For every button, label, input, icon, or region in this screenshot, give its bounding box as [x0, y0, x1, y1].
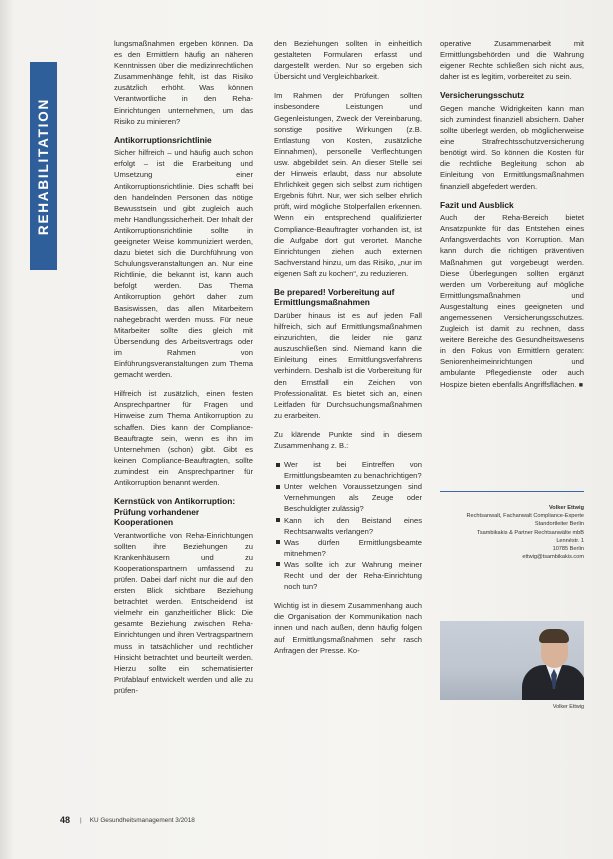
author-line: Lennéstr. 1: [556, 537, 584, 544]
author-box: [440, 504, 584, 561]
publication-name: KU Gesundheitsmanagement 3/2018: [89, 816, 195, 824]
paragraph: [440, 212, 584, 391]
section-heading: Kernstück von Antikorruption: Prüfung vorhandener Kooperationen: [114, 496, 236, 528]
section-heading: Versicherungsschutz: [440, 90, 525, 101]
paragraph: [440, 38, 584, 82]
paragraph-text: Zu klärende Punkte sind in diesem Zusammenhang z. B.:: [274, 429, 422, 450]
paragraph-text: Auch der Reha-Bereich bietet Ansatzpunkte für das Entstehen eines Anfangsverdachts von Korruption. Man kann durch die richtigen präventiven Maßnahmen gut vorgebeugt werden. Diese Überlegungen sollten ergänzt werden um Vorbereitung auf mögliche Ermittlungsmaßnahmen und Ausgestaltung eines geeigneten und angemessenen Versicherungsschutzes. Zugleich ist damit zu rechnen, dass weitere Bereiche des Gesundheitswesens in den Fokus von Ermittlern geraten: Seniorenheimeinrichtungen und ambulante Pflegedienste oder auch Hospize bieten ebenfalls Angriffsflächen.: [440, 213, 584, 389]
text-column-3: [440, 38, 584, 399]
paragraph: [114, 388, 253, 488]
paragraph: [274, 38, 422, 82]
paragraph-text: Gegen manche Widrigkeiten kann man sich zumindest finanziell absichern. Daher sollte überlegt werden, ob möglicherweise eine Strafrechtsschutzversicherung benötigt wird. So können die Kosten für die rechtliche Begleitung schon ab Einleitung von Ermittlungsmaßnahmen finanziell abgefedert werden.: [440, 103, 584, 191]
paragraph: [274, 600, 422, 655]
section-heading: Antikorruptionsrichtlinie: [114, 134, 212, 145]
text-column-2: [274, 38, 422, 664]
text-column-1: [114, 38, 253, 704]
bullet-item: Unter welchen Voraussetzungen sind Vernehmungen als Zeuge oder Beschuldigter zulässig?: [284, 482, 422, 514]
author-line: Standortleiter Berlin: [534, 521, 584, 528]
bullet-item: Kann ich den Beistand eines Rechtsanwalts verlangen?: [284, 515, 422, 536]
end-of-article-mark: ■: [578, 381, 583, 389]
page-footer: [60, 815, 460, 825]
paragraph-text: operative Zusammenarbeit mit Ermittlungsbehörden und die Wahrung eigener Rechte schließen sich nicht aus, daher ist es legitim, vorbereitet zu sein.: [440, 39, 584, 82]
section-heading: Be prepared! Vorbereitung auf Ermittlungsmaßnahmen: [274, 286, 395, 308]
author-photo: [440, 621, 584, 700]
paragraph-text: Verantwortliche von Reha-Einrichtungen sollten ihre Beziehungen zu Krankenhäusern und zu Kooperationspartnern umfassend zu prüfen. Dabei darf nicht nur die auf den ersten Blick sichtbare Beziehung betrachtet werden. Entscheidend ist vielmehr ein ganzheitlicher Blick: Die gesamte Beziehung zwischen Reha-Einrichtungen und ihren Vertragspartnern muss in tatsächlicher und rechtlicher Hinsicht betrachtet und beurteilt werden. Hierzu sollte ein schematisierter Prüfablauf entwickelt werden und alle zu prüfen-: [114, 530, 253, 695]
section-heading: Fazit und Ausblick: [440, 199, 514, 210]
paragraph-text: lungsmaßnahmen ergeben können. Da es den Ermittlern häufig an näheren Kenntnissen über die medizinrechtlichen Zusammenhänge fehlt, ist das Risiko zusätzlich erhöht. Was können Verantwortliche in den Reha-Einrichtungen unternehmen, um das Risiko zu minieren?: [114, 39, 253, 126]
author-line: Tsambikakis & Partner Rechtsanwälte mbB: [477, 529, 584, 536]
bullet-item: Wer ist bei Eintreffen von Ermittlungsbeamten zu benachrichtigen?: [284, 460, 422, 481]
paragraph: [274, 429, 422, 451]
bullet-list: [274, 459, 422, 592]
author-line: Rechtsanwalt, Fachanwalt Compliance-Experte: [466, 513, 584, 520]
author-line: 10785 Berlin: [552, 546, 584, 553]
paragraph: [440, 103, 584, 192]
paragraph-text: Hilfreich ist zusätzlich, einen festen Ansprechpartner für Fragen und Hinweise zum Thema Antikorruption zu schaffen. Dies kann der Compliance-Beauftragte sein, wenn es ihn im Unternehmen (schon) gibt. Gibt es keinen Compliance-Beauftragten, sollte zumindest ein Ansprechpartner für Antikorruption benannt werden.: [114, 389, 253, 487]
paragraph: [114, 38, 253, 127]
paragraph: [114, 530, 253, 696]
paragraph-text: Darüber hinaus ist es auf jeden Fall hilfreich, sich auf Ermittlungsmaßnahmen einzurichten, die leider nie ganz auszuschließen sind. Niemand kann die Einleitung eines Ermittlungsverfahrens verhindern. Deshalb ist die Vorbereitung für den Ernstfall ein Zeichen von Professionalität. Es bietet sich an, einen Leitfaden für Durchsuchungsmaßnahmen zu erarbeiten.: [274, 310, 422, 420]
author-name: Volker Ettwig: [548, 505, 584, 511]
paragraph: [274, 310, 422, 421]
photo-caption: Volker Ettwig: [552, 704, 584, 710]
author-email: ettwig@tsambikakis.com: [522, 554, 584, 561]
paragraph-text: Wichtig ist in diesem Zusammenhang auch die Organisation der Kommunikation nach innen und nach außen, denn häufig folgen auf Ermittlungsmaßnahmen sehr rasch Anfragen der Presse. Ko-: [274, 601, 422, 655]
paragraph-text: Sicher hilfreich – und häufig auch schon erfolgt – ist die Erarbeitung und Umsetzung einer Antikorruptionsrichtlinie. Dies schafft bei den handelnden Personen das nötige Bewusstsein und gibt zugleich auch mehr Handlungssicherheit. Der Inhalt der Antikorruptionsrichtlinie sollte in geeigneter Weise kommuniziert werden, dazu bietet sich die Durchführung von Schulungsveranstaltungen an. Nur eine Richtlinie, die bekannt ist, kann auch befolgt werden. Das Thema Antikorruption gehört daher zum Basiswissen, das allen Mitarbeitern nahegebracht werden muss. Für neue Mitarbeiter sollte dies gleich mit Übersendung des Arbeitsvertrags oder im Rahmen von Einführungsveranstaltungen zum Thema gemacht werden.: [114, 148, 253, 380]
paragraph-text: Im Rahmen der Prüfungen sollten insbesondere Leistungen und Gegenleistungen, Zweck der Vereinbarung, sonstige positive Wirkungen (z.B. Entlastung von Kosten, zusätzliche Einnahmen), personelle Verflechtungen usw. abgebildet sein. An dieser Stelle sei der Hinweis erlaubt, dass nur absolute Ehrlichkeit gegen sich selbst zum richtigen Ergebnis führt. Nur, wer sich selber ehrlich prüft, wird mögliche Stolperfallen erkennen. Wenn ein entsprechend qualifizierter Compliance-Beauftragter vorhanden ist, ist die Aufgabe dort gut verortet. Manche Einrichtungen ziehen auch externen Sachverstand hinzu, um das Risiko, „nur im eigenen Saft zu kochen“, zu reduzieren.: [274, 91, 422, 278]
photo-hair: [539, 629, 569, 643]
author-box-divider: [440, 491, 584, 492]
section-tab-label: REHABILITATION: [36, 97, 52, 235]
paragraph-text: den Beziehungen sollten in einheitlich gestalteten Formularen erfasst und dargestellt werden. Nur so ergeben sich Übersicht und Vergleichbarkeit.: [274, 39, 422, 82]
page-number: 48: [60, 815, 71, 825]
bullet-item: Was dürfen Ermittlungsbeamte mitnehmen?: [284, 537, 422, 558]
paragraph: [114, 147, 253, 380]
paragraph: [274, 90, 422, 279]
bullet-item: Was sollte ich zur Wahrung meiner Recht und der der Reha-Einrichtung noch tun?: [284, 559, 422, 592]
footer-separator: |: [80, 816, 82, 824]
